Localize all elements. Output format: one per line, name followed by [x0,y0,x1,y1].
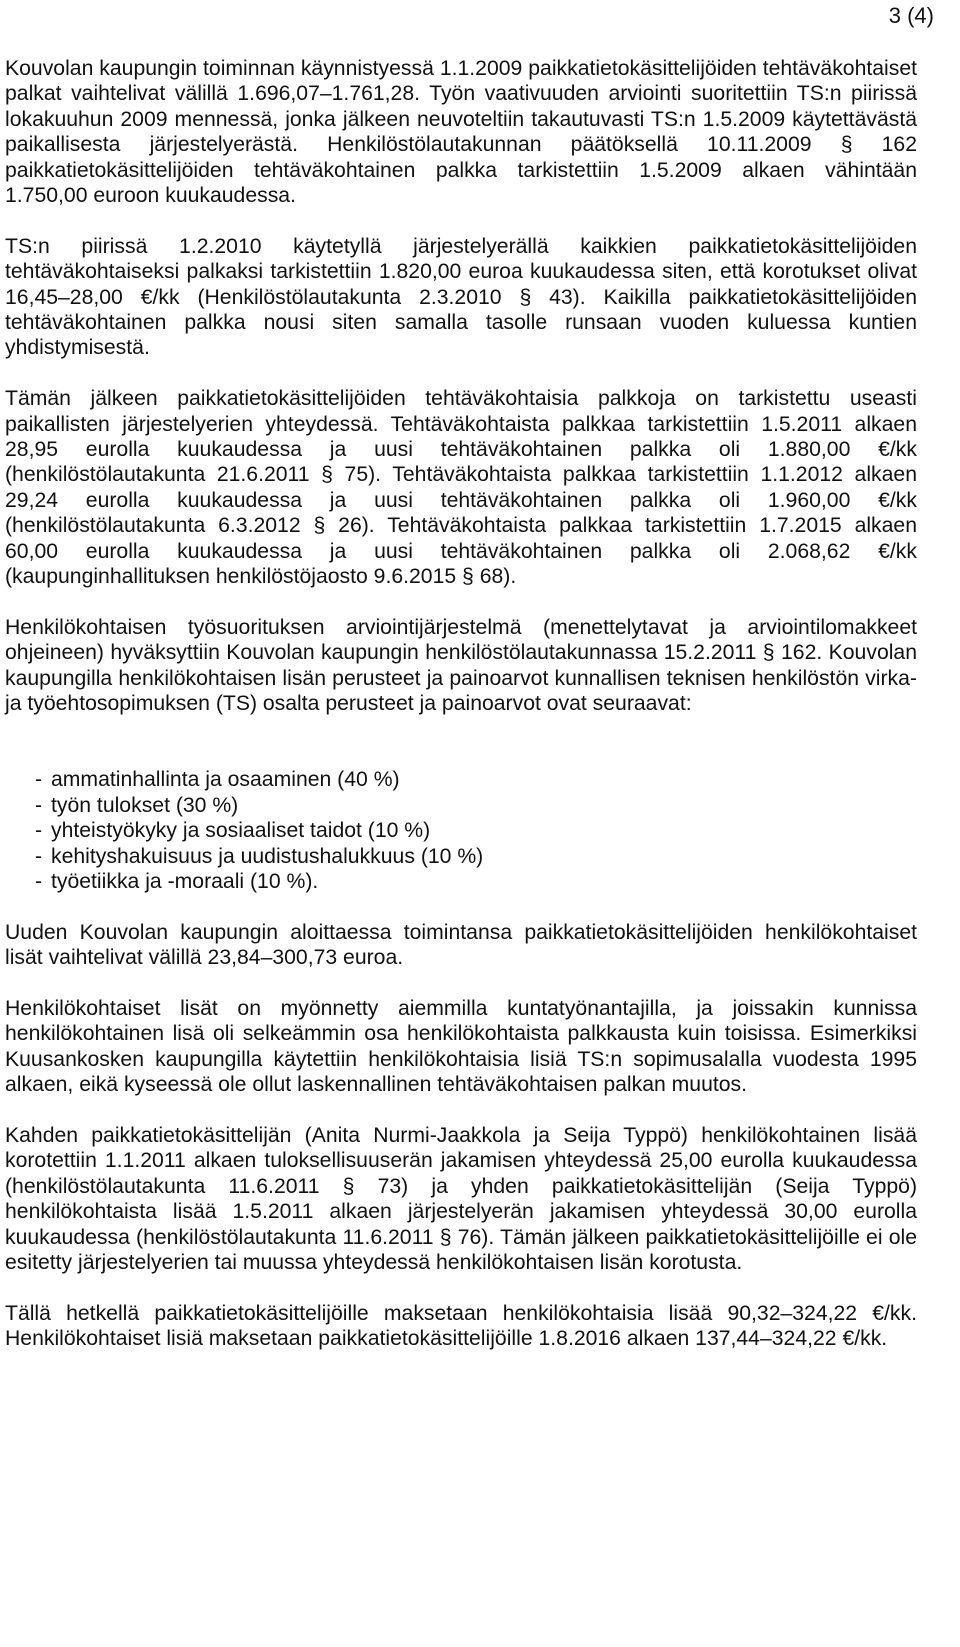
paragraph-salary-revisions: Tämän jälkeen paikkatietokäsittelijöiden tehtäväkohtaisia palkkoja on tarkistettu useasti paikallisten järjestelyerien yhteydessä. Tehtäväkohtaista palkkaa tarkistettiin 1.5.2011 alkaen 28,95 eurolla kuukaudessa ja uusi tehtäväkohtainen palkka oli 1.880,00 €/kk (henkilöstölautakunta 21.6.2011 § 75). Tehtäväkohtaista palkkaa tarkistettiin 1.1.2012 alkaen 29,24 eurolla kuukaudessa ja uusi tehtäväkohtainen palkka oli 1.960,00 €/kk (henkilöstölautakunta 6.3.2012 § 26). Tehtäväkohtaista palkkaa tarkistettiin 1.7.2015 alkaen 60,00 eurolla kuukaudessa ja uusi tehtäväkohtainen palkka oli 2.068,62 €/kk (kaupunginhallituksen henkilöstöjaosto 9.6.2015 § 68). [5,387,917,589]
paragraph-evaluation-system: Henkilökohtaisen työsuorituksen arviointijärjestelmä (menettelytavat ja arviointilomakkeet ohjeineen) hyväksyttiin Kouvolan kaupungin henkilöstölautakunnassa 15.2.2011 § 162. Kouvolan kaupungilla henkilökohtaisen lisän perusteet ja painoarvot kunnallisen teknisen henkilöstön virka- ja työehtosopimuksen (TS) osalta perusteet ja painoarvot ovat seuraavat: [5,615,917,716]
list-item [5,818,917,843]
paragraph-2010-arrangement: TS:n piirissä 1.2.2010 käytetyllä järjestelyerällä kaikkien paikkatietokäsittelijöiden tehtäväkohtaiseksi palkaksi tarkistettiin 1.820,00 euroa kuukaudessa siten, että korotukset olivat 16,45–28,00 €/kk (Henkilöstölautakunta 2.3.2010 § 43). Kaikilla paikkatietokäsittelijöiden tehtäväkohtainen palkka nousi siten samalla tasolle runsaan vuoden kuluessa kuntien yhdistymisestä. [5,234,917,360]
list-item [5,869,917,894]
list-item [5,844,917,869]
list-top-spacer [5,742,917,767]
list-dash: - [35,793,43,817]
paragraph-initial-personal-bonuses: Uuden Kouvolan kaupungin aloittaessa toimintansa paikkatietokäsittelijöiden henkilökohtaiset lisät vaihtelivat välillä 23,84–300,73 euroa. [5,920,917,970]
list-dash: - [35,869,43,893]
list-item-text: ammatinhallinta ja osaaminen (40 %) [51,768,400,792]
paragraph-start-salaries: Kouvolan kaupungin toiminnan käynnistyessä 1.1.2009 paikkatietokäsittelijöiden tehtäväkohtaiset palkat vaihtelivat välillä 1.696,07–1.761,28. Työn vaativuuden arviointi suoritettiin TS:n piirissä lokakuuhun 2009 mennessä, jonka jälkeen neuvoteltiin takautuvasti TS:n 1.5.2009 käytettävästä paikallisesta järjestelyerästä. Henkilöstölautakunnan päätöksellä 10.11.2009 § 162 paikkatietokäsittelijöiden tehtäväkohtainen palkka tarkistettiin 1.5.2009 alkaen vähintään 1.750,00 euroon kuukaudessa. [5,57,917,208]
list-dash: - [35,844,43,868]
paragraph-bonus-increases: Kahden paikkatietokäsittelijän (Anita Nurmi-Jaakkola ja Seija Typpö) henkilökohtainen lisää korotettiin 1.1.2011 alkaen tuloksellisuuserän jakamisen yhteydessä 25,00 eurolla kuukaudessa (henkilöstölautakunta 11.6.2011 § 73) ja yhden paikkatietokäsittelijän (Seija Typpö) henkilökohtaista lisää 1.5.2011 alkaen järjestelyerän jakamisen yhteydessä 30,00 eurolla kuukaudessa (henkilöstölautakunta 11.6.2011 § 76). Tämän jälkeen paikkatietokäsittelijöille ei ole esitetty järjestelyerien tai muussa yhteydessä henkilökohtaisen lisän korotusta. [5,1123,917,1274]
list-item-text: työetiikka ja -moraali (10 %). [51,869,319,893]
document-body [5,56,917,1377]
list-dash: - [35,819,43,843]
list-item-text: yhteistyökyky ja sosiaaliset taidot (10 %) [51,819,431,843]
list-item-text: kehityshakuisuus ja uudistushalukkuus (10 %) [51,844,484,868]
list-item [5,767,917,792]
paragraph-current-bonuses: Tällä hetkellä paikkatietokäsittelijöille maksetaan henkilökohtaisia lisää 90,32–324,22 €/kk. Henkilökohtaiset lisiä maksetaan paikkatietokäsittelijöille 1.8.2016 alkaen 137,44–324,22 €/kk. [5,1301,917,1351]
list-item-text: työn tulokset (30 %) [51,793,239,817]
criteria-list [5,742,917,894]
page-number: 3 (4) [888,3,934,28]
list-dash: - [35,768,43,792]
paragraph-bonus-history: Henkilökohtaiset lisät on myönnetty aiemmilla kuntatyönantajilla, ja joissakin kunnissa henkilökohtainen lisä oli selkeämmin osa henkilökohtaista palkkausta kuin toisissa. Esimerkiksi Kuusankosken kaupungilla käytettiin henkilökohtaisia lisiä TS:n sopimusalalla vuodesta 1995 alkaen, eikä kyseessä ole ollut laskennallinen tehtäväkohtaisen palkan muutos. [5,996,917,1097]
list-item [5,793,917,818]
